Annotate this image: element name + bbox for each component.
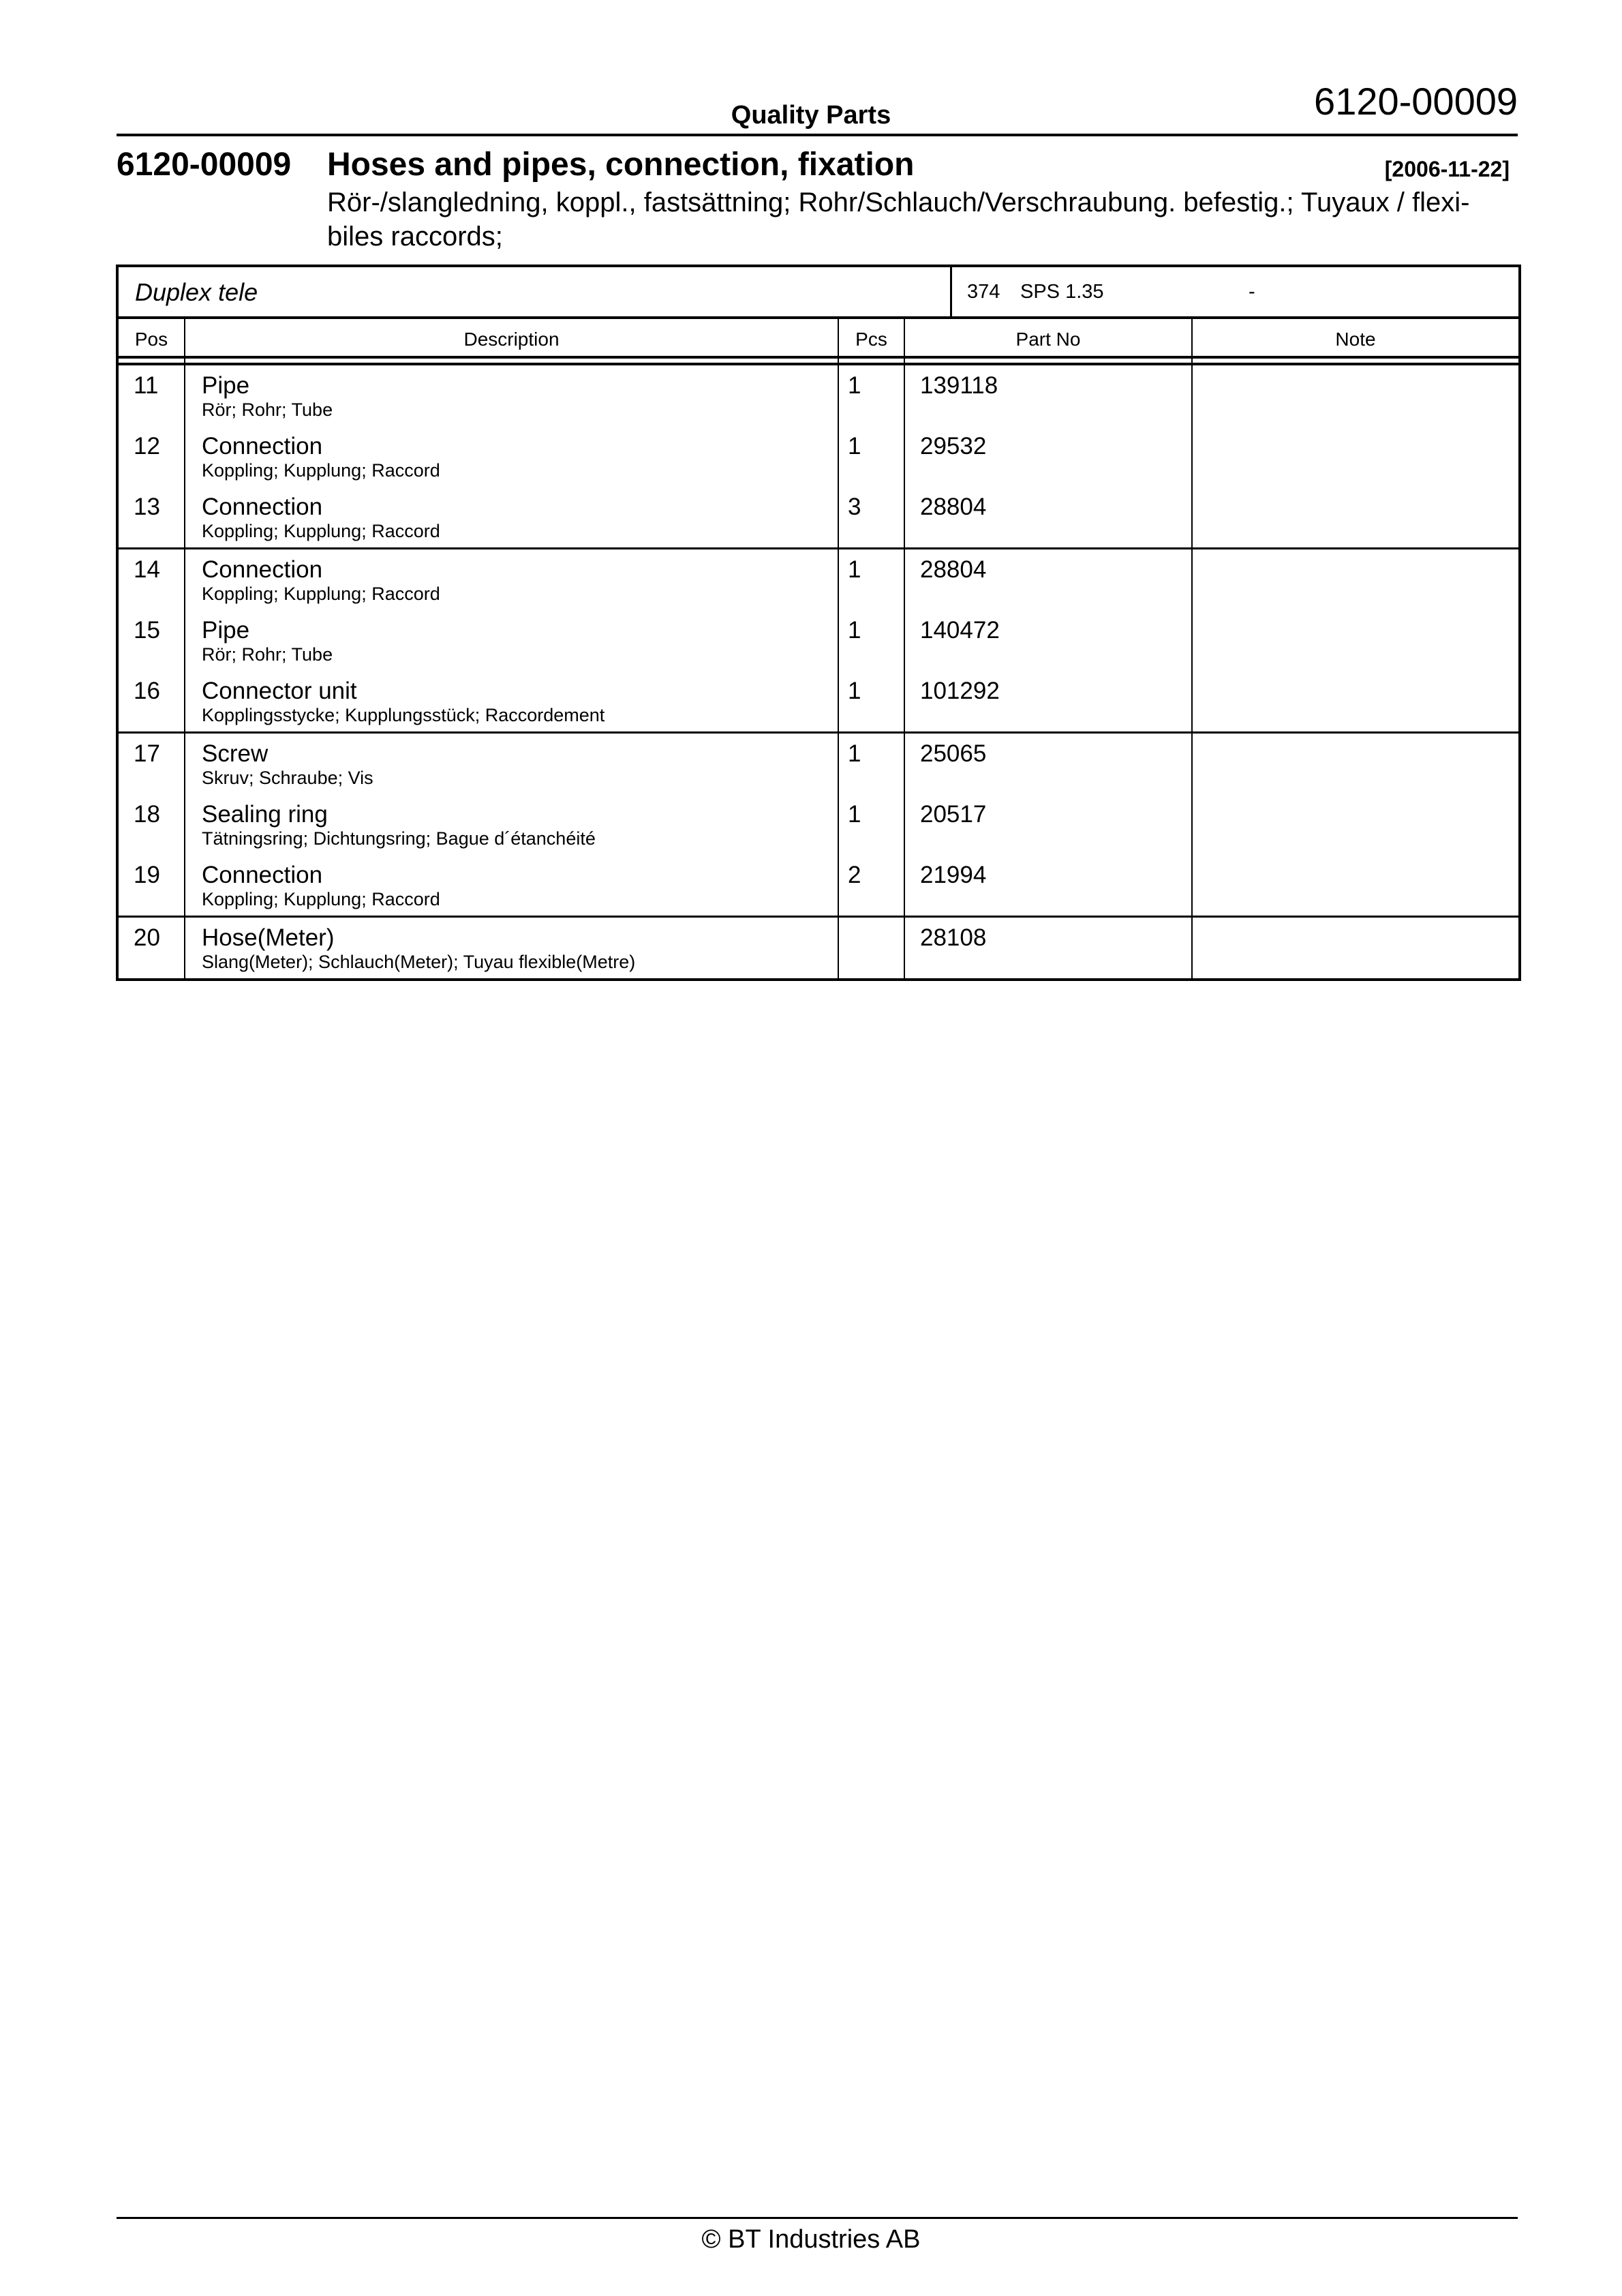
table-row	[119, 671, 1518, 731]
row-group	[119, 365, 1518, 549]
model-row	[119, 267, 1518, 319]
table-header	[119, 319, 1518, 359]
col-pos: Pos	[134, 329, 168, 350]
table-body	[119, 365, 1518, 978]
table-row	[119, 734, 1518, 794]
row-pos: 20	[134, 924, 160, 951]
row-part-no: 28804	[920, 494, 987, 520]
row-pcs: 2	[848, 862, 861, 888]
row-pos: 17	[134, 740, 160, 767]
model-name: Duplex tele	[135, 278, 258, 306]
model-variant: SPS 1.35	[1020, 281, 1104, 303]
row-part-no: 28804	[920, 556, 987, 583]
row-pcs: 1	[848, 617, 861, 644]
row-pcs: 3	[848, 494, 861, 520]
row-description-translations: Kopplingsstycke; Kupplungsstück; Raccordement	[202, 705, 605, 725]
table-row	[119, 918, 1518, 978]
row-pos: 13	[134, 494, 160, 520]
row-pos: 14	[134, 556, 160, 583]
section-subtitle: Rör-/slangledning, koppl., fastsättning; Rohr/Schlauch/Verschraubung. befestig.; Tuyaux / flexi-biles raccords;	[327, 187, 1470, 252]
row-pos: 11	[134, 372, 159, 399]
row-description-translations: Koppling; Kupplung; Raccord	[202, 584, 440, 604]
table-row	[119, 855, 1518, 916]
row-description: Screw	[202, 740, 269, 767]
row-group	[119, 918, 1518, 978]
row-pcs: 1	[848, 678, 861, 704]
row-description-translations: Skruv; Schraube; Vis	[202, 768, 373, 788]
row-part-no: 21994	[920, 862, 987, 888]
row-pos: 18	[134, 801, 160, 828]
row-description-translations: Tätningsring; Dichtungsring; Bague d´étanchéité	[202, 828, 596, 849]
col-description: Description	[463, 329, 560, 350]
row-description-translations: Koppling; Kupplung; Raccord	[202, 889, 440, 909]
row-description: Hose(Meter)	[202, 924, 335, 951]
table-row	[119, 549, 1518, 610]
model-number: 374	[967, 281, 1000, 303]
section-code: 6120-00009	[117, 147, 292, 183]
table-row	[119, 794, 1518, 855]
table-row	[119, 426, 1518, 487]
row-pos: 12	[134, 433, 160, 459]
row-pcs: 1	[848, 740, 861, 767]
row-group	[119, 549, 1518, 734]
section-date: [2006-11-22]	[1384, 157, 1510, 181]
col-note: Note	[1335, 329, 1376, 350]
row-pos: 15	[134, 617, 160, 644]
header-title: Quality Parts	[731, 101, 891, 130]
model-divider	[950, 267, 952, 316]
table-row	[119, 610, 1518, 671]
row-description: Connector unit	[202, 678, 357, 704]
row-description: Pipe	[202, 372, 250, 399]
row-part-no: 29532	[920, 433, 987, 459]
row-part-no: 140472	[920, 617, 1000, 644]
row-pcs: 1	[848, 433, 861, 459]
row-description-translations: Koppling; Kupplung; Raccord	[202, 521, 440, 541]
row-pcs: 1	[848, 372, 861, 399]
row-pos: 19	[134, 862, 160, 888]
row-pcs: 1	[848, 801, 861, 828]
row-part-no: 101292	[920, 678, 1000, 704]
header-gap	[119, 359, 1518, 365]
row-description-translations: Slang(Meter); Schlauch(Meter); Tuyau flexible(Metre)	[202, 952, 636, 972]
row-description: Connection	[202, 556, 323, 583]
row-pos: 16	[134, 678, 160, 704]
row-description-translations: Rör; Rohr; Tube	[202, 644, 333, 665]
row-description: Connection	[202, 433, 323, 459]
footer-divider	[117, 2217, 1518, 2219]
section-title: Hoses and pipes, connection, fixation	[327, 147, 915, 183]
row-pcs: 1	[848, 556, 861, 583]
header-divider	[117, 134, 1518, 136]
row-part-no: 25065	[920, 740, 987, 767]
footer-copyright: © BT Industries AB	[701, 2225, 921, 2254]
row-part-no: 28108	[920, 924, 987, 951]
row-description-translations: Koppling; Kupplung; Raccord	[202, 460, 440, 481]
row-group	[119, 734, 1518, 918]
row-part-no: 139118	[920, 372, 998, 399]
row-description: Connection	[202, 862, 323, 888]
model-dash: -	[1249, 281, 1255, 303]
row-description: Pipe	[202, 617, 250, 644]
table-row	[119, 365, 1518, 426]
col-pcs: Pcs	[855, 329, 887, 350]
header-code: 6120-00009	[1314, 80, 1518, 123]
row-description: Connection	[202, 494, 323, 520]
row-description-translations: Rör; Rohr; Tube	[202, 399, 333, 420]
parts-table	[116, 265, 1521, 981]
row-description: Sealing ring	[202, 801, 328, 828]
row-part-no: 20517	[920, 801, 987, 828]
col-part-no: Part No	[1015, 329, 1081, 350]
table-row	[119, 487, 1518, 547]
